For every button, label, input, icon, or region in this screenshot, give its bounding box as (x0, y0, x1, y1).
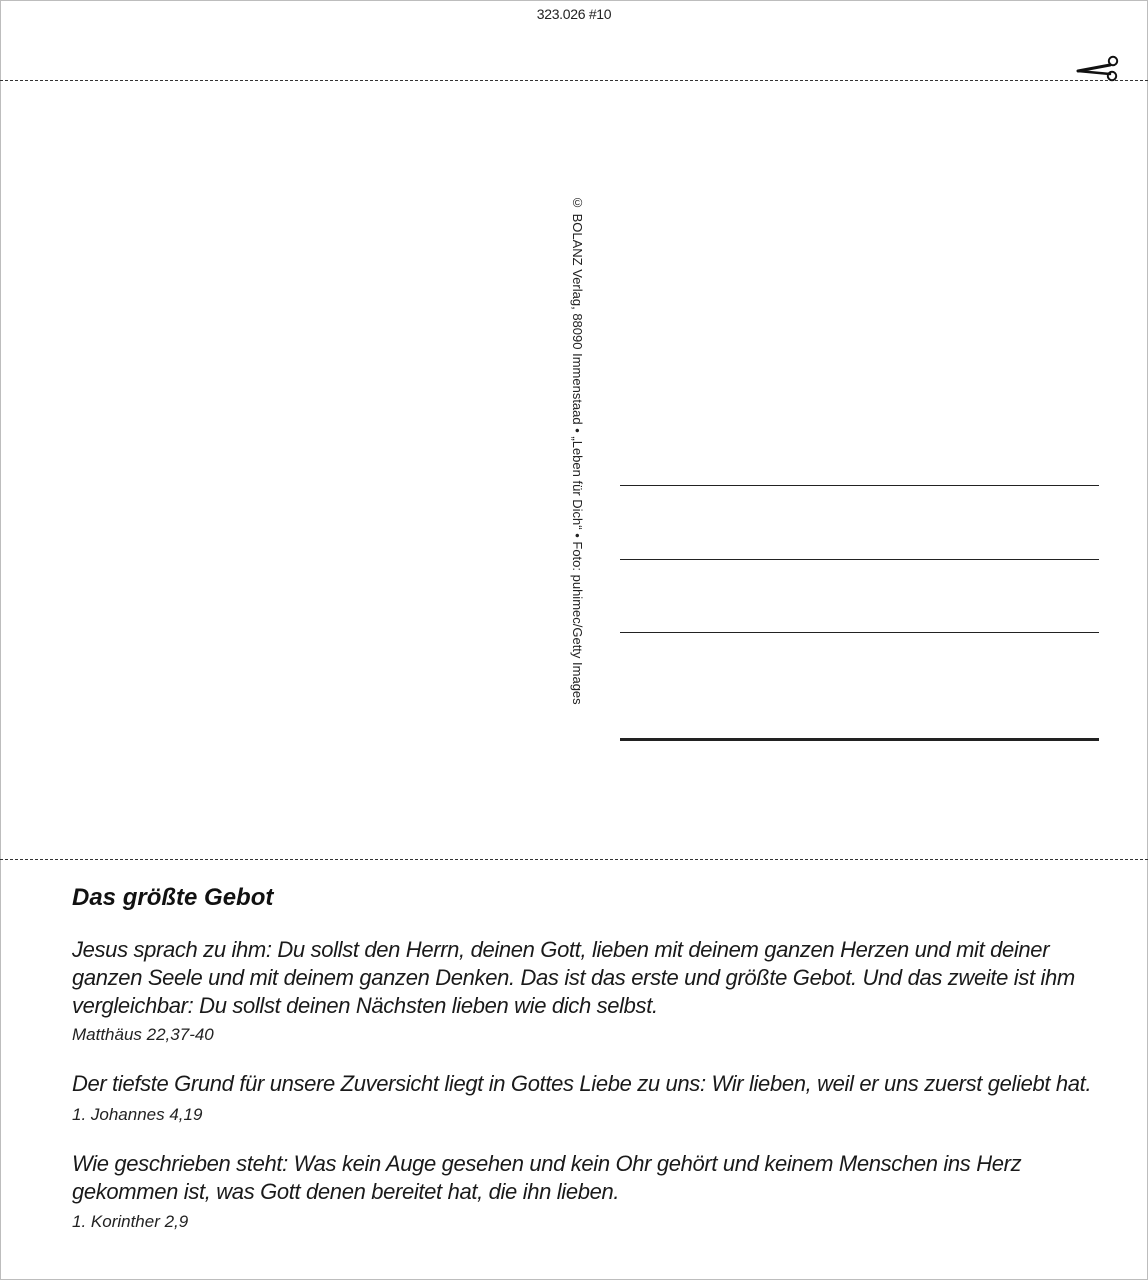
copyright-credit: © BOLANZ Verlag, 88090 Immenstaad • „Leben für Dich“ • Foto: puhimec/Getty Images (570, 195, 585, 705)
top-cut-line (0, 80, 1148, 81)
address-line (620, 738, 1099, 741)
bottom-cut-line (0, 859, 1148, 860)
address-line (620, 559, 1099, 560)
verse-text: Jesus sprach zu ihm: Du sollst den Herrn, deinen Gott, lieben mit deinem ganzen Herzen und mit deiner ganzen Seele und mit deinem ganzen Denken. Das ist das erste und größte Gebot. Und das zweite ist ihm vergleichbar: Du sollst deinen Nächsten lieben wie dich selbst. (72, 937, 1075, 1018)
verse-reference: Matthäus 22,37-40 (72, 1025, 214, 1044)
scissors-icon (1076, 52, 1120, 82)
section-title: Das größte Gebot (72, 884, 274, 911)
verse-text: Wie geschrieben steht: Was kein Auge gesehen und kein Ohr gehört und keinem Menschen ins Herz gekommen ist, was Gott denen bereitet hat, die ihn lieben. (72, 1151, 1022, 1204)
address-line (620, 485, 1099, 486)
verse-text: Der tiefste Grund für unsere Zuversicht liegt in Gottes Liebe zu uns: Wir lieben, weil er uns zuerst geliebt hat. (72, 1071, 1092, 1096)
address-line (620, 632, 1099, 633)
verse-reference: 1. Johannes 4,19 (72, 1105, 203, 1124)
verse-reference: 1. Korinther 2,9 (72, 1212, 189, 1231)
article-code: 323.026 #10 (536, 6, 612, 22)
